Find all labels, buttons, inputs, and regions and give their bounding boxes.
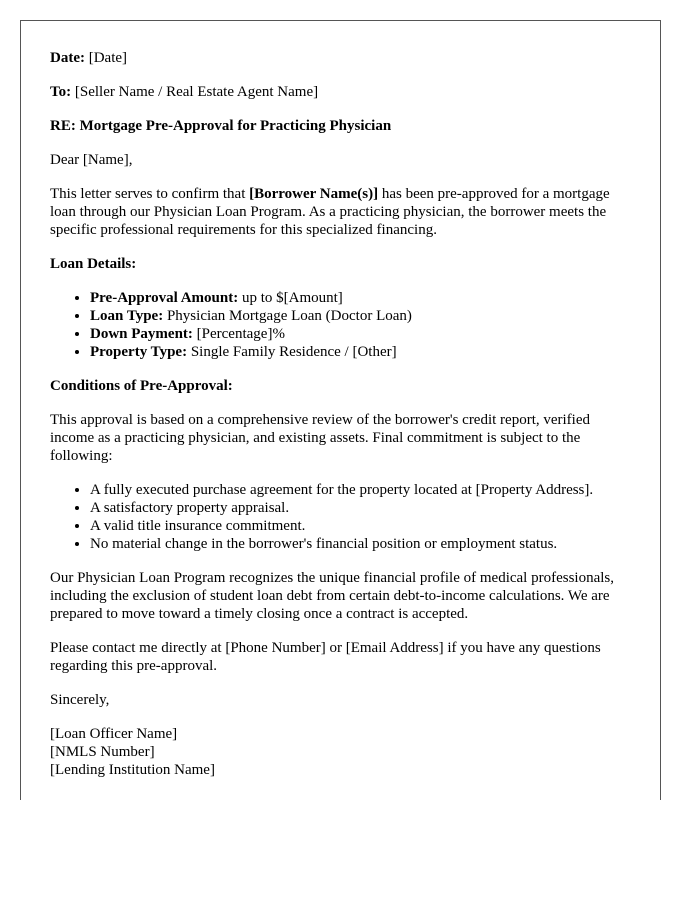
- conditions-list: [50, 481, 631, 553]
- loan-detail-label: Pre-Approval Amount:: [90, 290, 239, 306]
- lending-institution-name: [Lending Institution Name]: [50, 762, 215, 778]
- date-label: Date:: [50, 50, 85, 66]
- conditions-heading: Conditions of Pre-Approval:: [50, 378, 233, 394]
- condition-item: • A fully executed purchase agreement for the property located at [Property Address].: [90, 481, 631, 499]
- loan-detail-label: Property Type:: [90, 344, 188, 360]
- intro-paragraph: [50, 185, 631, 239]
- date-line: [50, 49, 631, 67]
- salutation: Dear [Name],: [50, 152, 133, 168]
- letter-page: [20, 20, 661, 800]
- intro-before: This letter serves to confirm that: [50, 186, 250, 202]
- intro-after: has been pre-approved for a mortgage loan through our Physician Loan Program. As a practicing physician, the borrower meets the specific professional requirements for this specialized financing.: [50, 186, 610, 238]
- loan-detail-value: Single Family Residence / [Other]: [187, 344, 397, 360]
- signature-block: [50, 725, 631, 779]
- loan-detail-label: Down Payment:: [90, 326, 193, 342]
- subject-line: RE: Mortgage Pre-Approval for Practicing Physician: [50, 118, 392, 134]
- contact-paragraph: Please contact me directly at [Phone Number] or [Email Address] if you have any questions regarding this pre-approval.: [50, 640, 601, 674]
- conditions-paragraph: This approval is based on a comprehensive review of the borrower's credit report, verified income as a practicing physician, and existing assets. Final commitment is subject to the following:: [50, 412, 591, 464]
- to-label: To:: [50, 84, 72, 100]
- condition-item: • No material change in the borrower's financial position or employment status.: [90, 535, 631, 553]
- to-value: [Seller Name / Real Estate Agent Name]: [74, 84, 319, 100]
- nmls-number: [NMLS Number]: [50, 744, 155, 760]
- loan-detail-item: [90, 343, 631, 361]
- loan-detail-item: [90, 325, 631, 343]
- loan-details-list: [50, 289, 631, 361]
- loan-detail-item: [90, 289, 631, 307]
- loan-detail-value: [Percentage]%: [192, 326, 285, 342]
- loan-detail-label: Loan Type:: [90, 308, 164, 324]
- condition-item: • A valid title insurance commitment.: [90, 517, 631, 535]
- loan-detail-item: [90, 307, 631, 325]
- condition-item: • A satisfactory property appraisal.: [90, 499, 631, 517]
- loan-detail-value: Physician Mortgage Loan (Doctor Loan): [163, 308, 412, 324]
- date-value: [Date]: [88, 50, 128, 66]
- loan-details-heading: Loan Details:: [50, 256, 137, 272]
- program-paragraph: Our Physician Loan Program recognizes the unique financial profile of medical professionals, including the exclusion of student loan debt from certain debt-to-income calculations. We are prepared to move toward a timely closing once a contract is accepted.: [50, 570, 614, 622]
- borrower-name: [Borrower Name(s)]: [249, 186, 379, 202]
- to-line: [50, 83, 631, 101]
- loan-detail-value: up to $[Amount]: [238, 290, 343, 306]
- loan-officer-name: [Loan Officer Name]: [50, 726, 178, 742]
- closing: Sincerely,: [50, 692, 110, 708]
